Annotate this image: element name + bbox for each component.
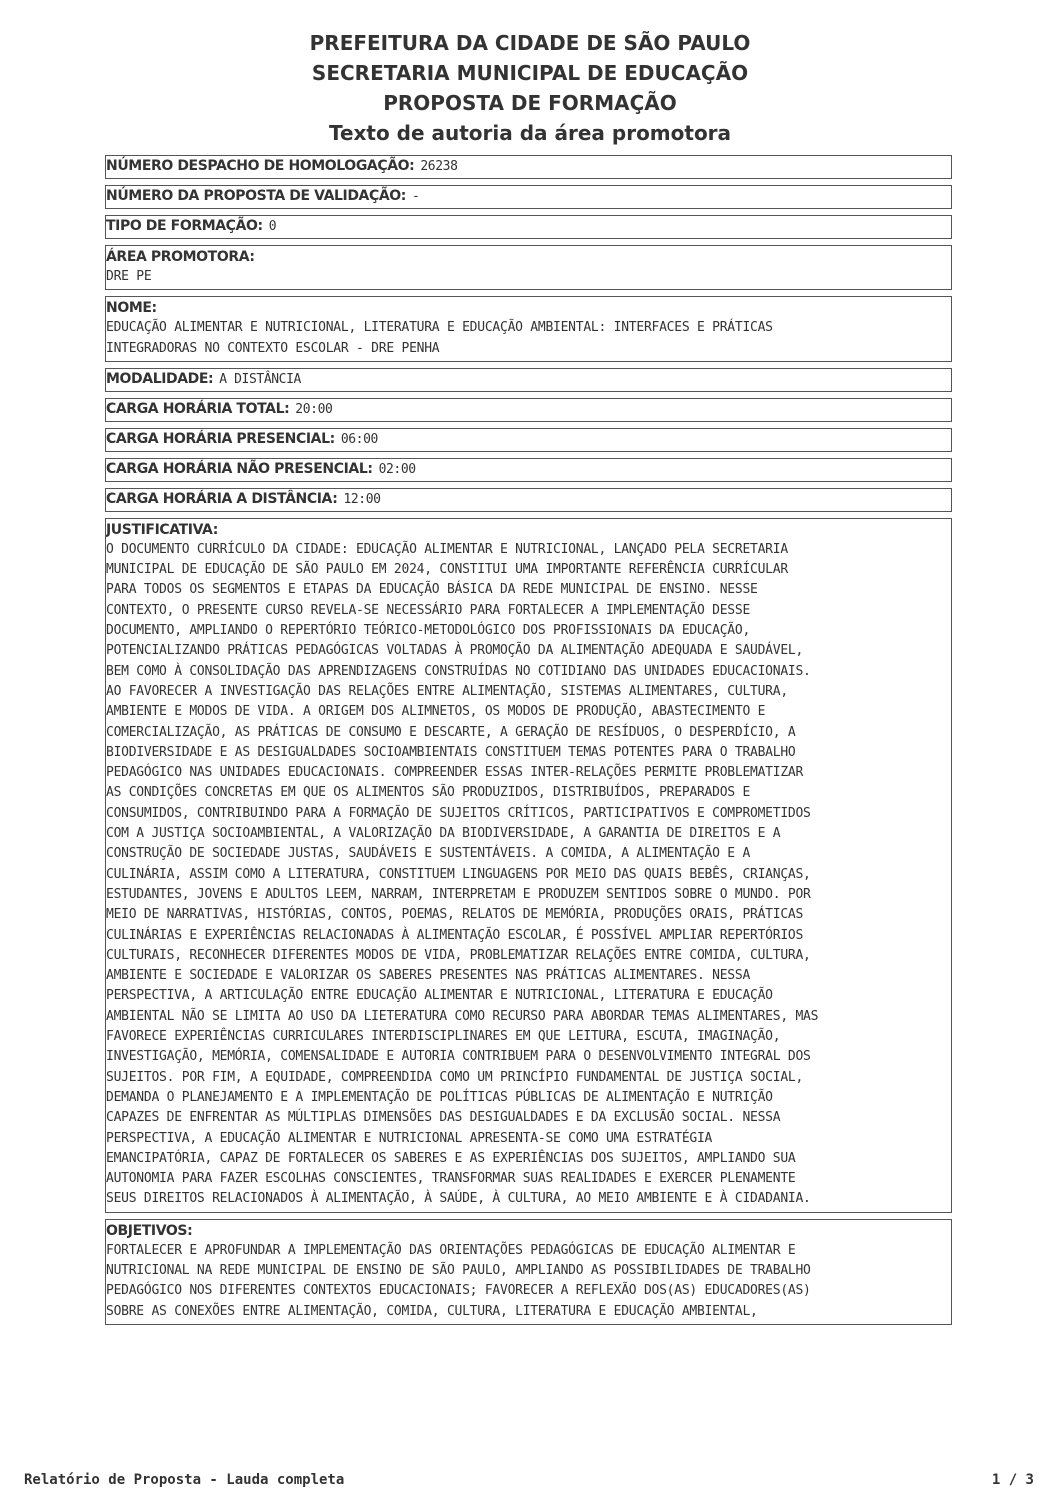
field-carga-presencial bbox=[105, 428, 952, 452]
header-prefeitura: PREFEITURA DA CIDADE DE SÃO PAULO bbox=[309, 31, 751, 55]
field-value: 02:00 bbox=[378, 461, 416, 477]
footer-report-title: Relatório de Proposta - Lauda completa bbox=[24, 1472, 345, 1488]
field-label: NÚMERO DA PROPOSTA DE VALIDAÇÃO: bbox=[106, 188, 406, 204]
field-value: 26238 bbox=[420, 159, 458, 174]
field-label: TIPO DE FORMAÇÃO: bbox=[106, 218, 263, 234]
header-autoria: Texto de autoria da área promotora bbox=[328, 121, 732, 145]
proposal-fields bbox=[105, 155, 952, 1331]
page-footer bbox=[24, 1472, 1034, 1492]
field-label: JUSTIFICATIVA: bbox=[106, 521, 218, 538]
page-number: 1 / 3 bbox=[991, 1472, 1034, 1488]
field-objetivos bbox=[105, 1219, 952, 1325]
field-area-promotora bbox=[105, 245, 952, 290]
field-label: ÁREA PROMOTORA: bbox=[106, 249, 255, 265]
header-secretaria: SECRETARIA MUNICIPAL DE EDUCAÇÃO bbox=[311, 61, 749, 85]
field-label: CARGA HORÁRIA NÃO PRESENCIAL: bbox=[106, 460, 373, 477]
field-despacho bbox=[105, 155, 952, 179]
field-value: 06:00 bbox=[340, 431, 378, 447]
field-modalidade bbox=[105, 368, 952, 392]
field-value: DRE PE bbox=[106, 269, 152, 284]
field-label: OBJETIVOS: bbox=[106, 1222, 193, 1239]
document-header bbox=[0, 28, 1060, 148]
field-nome bbox=[105, 296, 952, 362]
field-label: CARGA HORÁRIA PRESENCIAL: bbox=[106, 430, 335, 447]
field-value: FORTALECER E APROFUNDAR A IMPLEMENTAÇÃO DAS ORIENTAÇÕES PEDAGÓGICAS DE EDUCAÇÃO ALIMENTAR E NUTRICIONAL NA REDE MUNICIPAL DE ENSINO DE SÃO PAULO, AMPLIANDO AS POSSIBILIDADES DE TRABALHO PEDAGÓGICO NOS DIFERENTES CONTEXTOS EDUCACIONAIS; FAVORECER A REFLEXÃO DOS(AS) EDUCADORES(AS) SOBRE AS CONEXÕES ENTRE ALIMENTAÇÃO, COMIDA, CULTURA, LITERATURA E EDUCAÇÃO AMBIENTAL, bbox=[106, 1242, 811, 1319]
field-proposta-validacao bbox=[105, 185, 952, 209]
field-value: EDUCAÇÃO ALIMENTAR E NUTRICIONAL, LITERATURA E EDUCAÇÃO AMBIENTAL: INTERFACES E PRÁTICAS INTEGRADORAS NO CONTEXTO ESCOLAR - DRE PENHA bbox=[106, 320, 773, 356]
field-tipo-formacao bbox=[105, 215, 952, 239]
field-value: - bbox=[412, 189, 420, 204]
header-proposta: PROPOSTA DE FORMAÇÃO bbox=[383, 91, 677, 115]
field-value: 0 bbox=[268, 219, 277, 234]
field-carga-nao-presencial bbox=[105, 458, 952, 482]
field-label: NÚMERO DESPACHO DE HOMOLOGAÇÃO: bbox=[106, 158, 415, 174]
field-label: CARGA HORÁRIA TOTAL: bbox=[106, 400, 290, 417]
field-label: NOME: bbox=[106, 300, 157, 317]
field-value: O DOCUMENTO CURRÍCULO DA CIDADE: EDUCAÇÃO ALIMENTAR E NUTRICIONAL, LANÇADO PELA SECRETARIA MUNICIPAL DE EDUCAÇÃO DE SÃO PAULO EM 2024, CONSTITUI UMA IMPORTANTE REFERÊNCIA CURRÍCULAR PARA TODOS OS SEGMENTOS E ETAPAS DA EDUCAÇÃO BÁSICA DA REDE MUNICIPAL DE ENSINO. NESSE CONTEXTO, O PRESENTE CURSO REVELA-SE NECESSÁRIO PARA FORTALECER A IMPLEMENTAÇÃO DESSE DOCUMENTO, AMPLIANDO O REPERTÓRIO TEÓRICO-METODOLÓGICO DOS PROFISSIONAIS DA EDUCAÇÃO, POTENCIALIZANDO PRÁTICAS PEDAGÓGICAS VOLTADAS À PROMOÇÃO DA ALIMENTAÇÃO ADEQUADA E SAUDÁVEL, BEM COMO À CONSOLIDAÇÃO DAS APRENDIZAGENS CONSTRUÍDAS NO COTIDIANO DAS UNIDADES EDUCACIONAIS. AO FAVORECER A INVESTIGAÇÃO DAS RELAÇÕES ENTRE ALIMENTAÇÃO, SISTEMAS ALIMENTARES, CULTURA, AMBIENTE E MODOS DE VIDA. A ORIGEM DOS ALIMNETOS, OS MODOS DE PRODUÇÃO, ABASTECIMENTO E COMERCIALIZAÇÃO, AS PRÁTICAS DE CONSUMO E DESCARTE, A GERAÇÃO DE RESÍDUOS, O DESPERDÍCIO, A BIODIVERSIDADE E AS DESIGUALDADES SOCIOAMBIENTAIS CONSTITUEM TEMAS POTENTES PARA O TRABALHO PEDAGÓGICO NAS UNIDADES EDUCACIONAIS. COMPREENDER ESSAS INTER-RELAÇÕES PERMITE PROBLEMATIZAR AS CONDIÇÕES CONCRETAS EM QUE OS ALIMENTOS SÃO PRODUZIDOS, DISTRIBUÍDOS, PREPARADOS E CONSUMIDOS, CONTRIBUINDO PARA A FORMAÇÃO DE SUJEITOS CRÍTICOS, PARTICIPATIVOS E COMPROMETIDOS COM A JUSTIÇA SOCIOAMBIENTAL, A VALORIZAÇÃO DA BIODIVERSIDADE, A GARANTIA DE DIREITOS E A CONSTRUÇÃO DE SOCIEDADE JUSTAS, SAUDÁVEIS E SUSTENTÁVEIS. A COMIDA, A ALIMENTAÇÃO E A CULINÁRIA, ASSIM COMO A LITERATURA, CONSTITUEM LINGUAGENS POR MEIO DAS QUAIS BEBÊS, CRIANÇAS, ESTUDANTES, JOVENS E ADULTOS LEEM, NARRAM, INTERPRETAM E PRODUZEM SENTIDOS SOBRE O MUNDO. POR MEIO DE NARRATIVAS, HISTÓRIAS, CONTOS, POEMAS, RELATOS DE MEMÓRIA, PRODUÇÕES ORAIS, PRÁTICAS CULINÁRIAS E EXPERIÊNCIAS RELACIONADAS À ALIMENTAÇÃO ESCOLAR, É POSSÍVEL AMPLIAR REPERTÓRIOS CULTURAIS, RECONHECER DIFERENTES MODOS DE VIDA, PROBLEMATIZAR RELAÇÕES ENTRE COMIDA, CULTURA, AMBIENTE E SOCIEDADE E VALORIZAR OS SABERES PRESENTES NAS PRÁTICAS ALIMENTARES. NESSA PERSPECTIVA, A ARTICULAÇÃO ENTRE EDUCAÇÃO ALIMENTAR E NUTRICIONAL, LITERATURA E EDUCAÇÃO AMBIENTAL NÃO SE LIMITA AO USO DA LIETERATURA COMO RECURSO PARA ABORDAR TEMAS ALIMENTARES, MAS FAVORECE EXPERIÊNCIAS CURRICULARES INTERDISCIPLINARES EM QUE LEITURA, ESCUTA, IMAGINAÇÃO, INVESTIGAÇÃO, MEMÓRIA, COMENSALIDADE E AUTORIA CONTRIBUEM PARA O DESENVOLVIMENTO INTEGRAL DOS SUJEITOS. POR FIM, A EQUIDADE, COMPREENDIDA COMO UM PRINCÍPIO FUNDAMENTAL DE JUSTIÇA SOCIAL, DEMANDA O PLANEJAMENTO E A IMPLEMENTAÇÃO DE POLÍTICAS PÚBLICAS DE ALIMENTAÇÃO E NUTRIÇÃO CAPAZES DE ENFRENTAR AS MÚLTIPLAS DIMENSÕES DAS DESIGUALDADES E DA EXCLUSÃO SOCIAL. NESSA PERSPECTIVA, A EDUCAÇÃO ALIMENTAR E NUTRICIONAL APRESENTA-SE COMO UMA ESTRATÉGIA EMANCIPATÓRIA, CAPAZ DE FORTALECER OS SABERES E AS EXPERIÊNCIAS DOS SUJEITOS, AMPLIANDO SUA AUTONOMIA PARA FAZER ESCOLHAS CONSCIENTES, TRANSFORMAR SUAS REALIDADES E EXERCER PLENAMENTE SEUS DIREITOS RELACIONADOS À ALIMENTAÇÃO, À SAÚDE, À CULTURA, AO MEIO AMBIENTE E À CIDADANIA. bbox=[106, 541, 819, 1207]
field-value: A DISTÂNCIA bbox=[219, 371, 301, 387]
field-label: CARGA HORÁRIA A DISTÂNCIA: bbox=[106, 490, 338, 507]
field-carga-distancia bbox=[105, 488, 952, 512]
field-carga-total bbox=[105, 398, 952, 422]
field-value: 20:00 bbox=[295, 401, 333, 417]
field-value: 12:00 bbox=[343, 491, 381, 507]
field-justificativa bbox=[105, 518, 952, 1213]
field-label: MODALIDADE: bbox=[106, 370, 214, 387]
